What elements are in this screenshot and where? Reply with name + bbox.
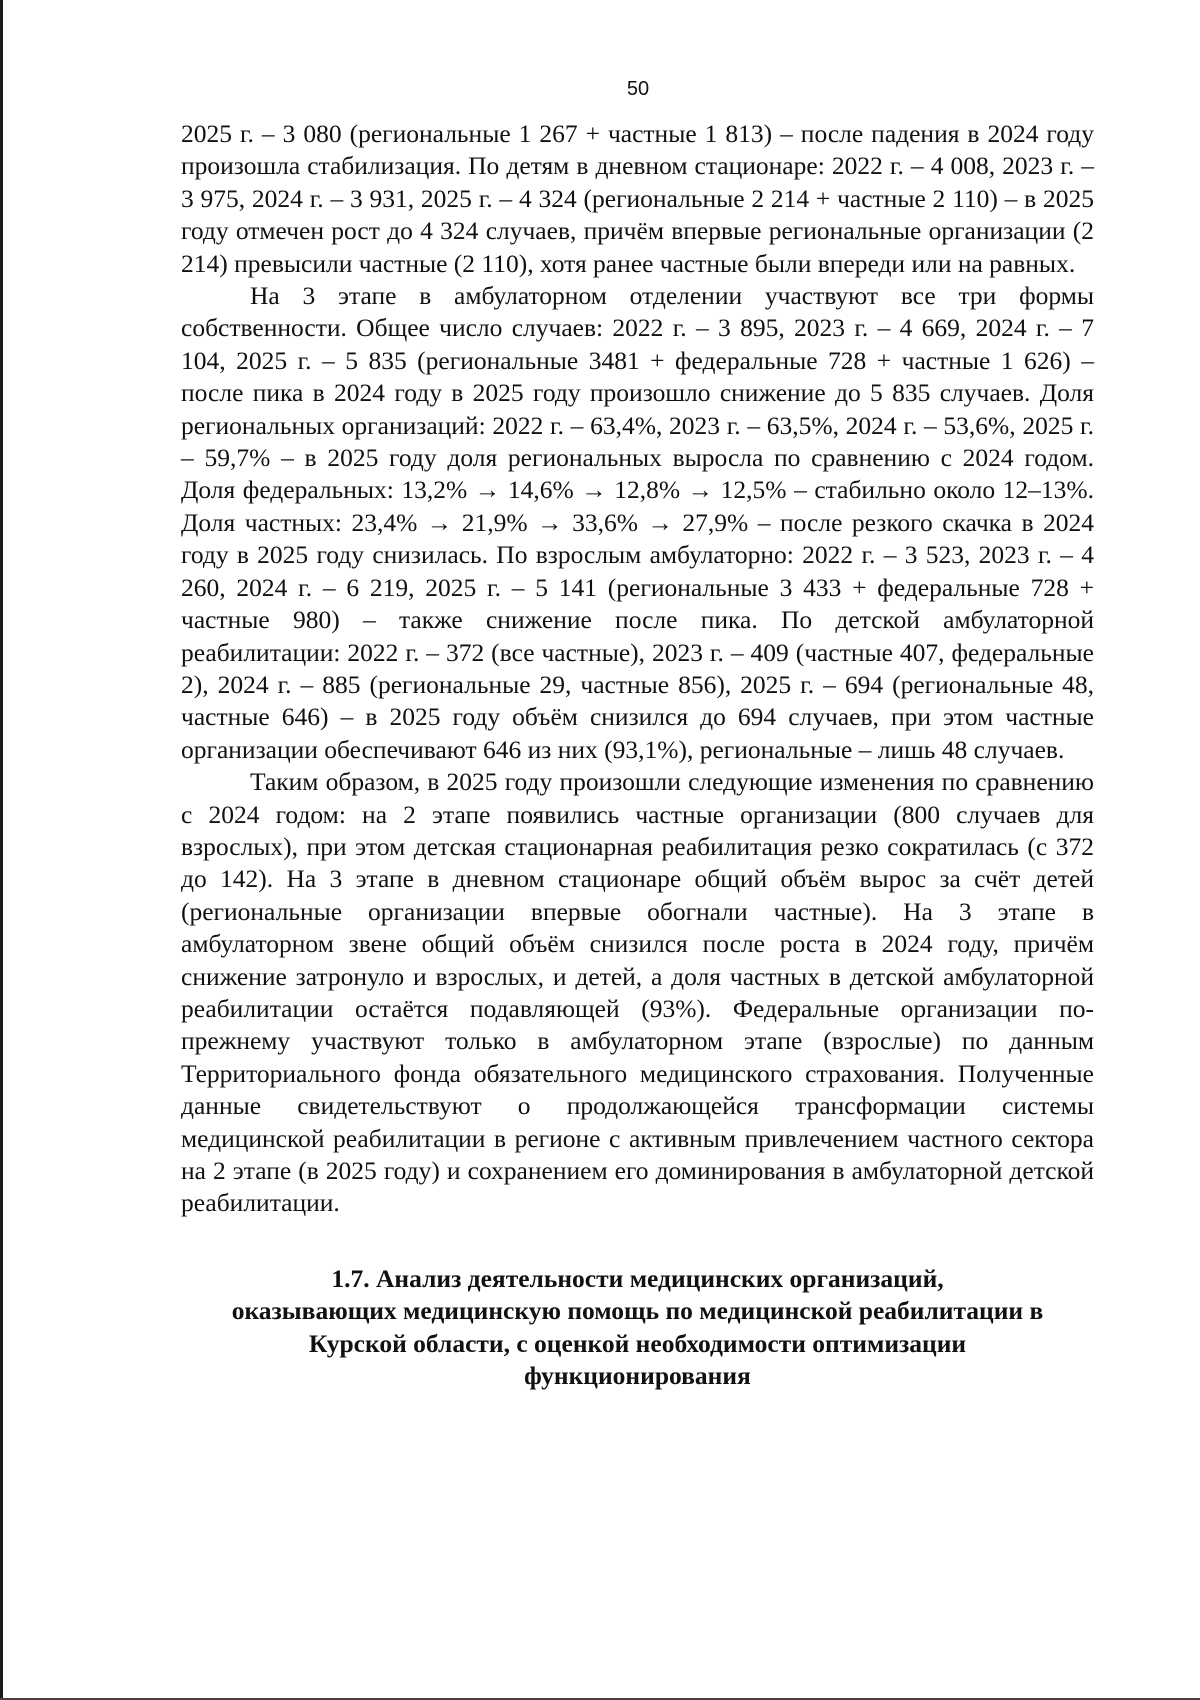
section-heading-line-2: оказывающих медицинскую помощь по медицинской реабилитации в (231, 1296, 1044, 1326)
page-number: 50 (626, 78, 650, 100)
section-heading-line-3: Курской области, с оценкой необходимости оптимизации (308, 1328, 967, 1358)
paragraph-summary-changes: Таким образом, в 2025 году произошли следующие изменения по сравнению с 2024 годом: на 2 этапе появились частные организации (800 случаев для взрослых), при этом детская стационарная реабилитация резко сократилась (с 372 до 142). На 3 этапе в дневном стационаре общий объём вырос за счёт детей (региональные организации впервые обогнали частные). На 3 этапе в амбулаторном звене общий объём снизился после роста в 2024 году, причём снижение затронуло и взрослых, и детей, а доля частных в детской амбулаторной реабилитации остаётся подавляющей (93%). Федеральные организации по-прежнему участвуют только в амбулаторном этапе (взрослые) по данным Территориального фонда обязательного медицинского страхования. Полученные данные свидетельствуют о продолжающейся трансформации системы медицинской реабилитации в регионе с активным привлечением частного сектора на 2 этапе (в 2025 году) и сохранением его доминирования в амбулаторной детской реабилитации. (181, 767, 1094, 1218)
paragraph-continuation: 2025 г. – 3 080 (региональные 1 267 + частные 1 813) – после падения в 2024 году произошла стабилизация. По детям в дневном стационаре: 2022 г. – 4 008, 2023 г. – 3 975, 2024 г. – 3 931, 2025 г. – 4 324 (региональные 2 214 + частные 2 110) – в 2025 году отмечен рост до 4 324 случаев, причём впервые региональные организации (2 214) превысили частные (2 110), хотя ранее частные были впереди или на равных. (181, 119, 1094, 278)
paragraph-ambulatory-stage-3: На 3 этапе в амбулаторном отделении участвуют все три формы собственности. Общее число случаев: 2022 г. – 3 895, 2023 г. – 4 669, 2024 г. – 7 104, 2025 г. – 5 835 (региональные 3481 + федеральные 728 + частные 1 626) – после пика в 2024 году в 2025 году произошло снижение до 5 835 случаев. Доля региональных организаций: 2022 г. – 63,4%, 2023 г. – 63,5%, 2024 г. – 53,6%, 2025 г. – 59,7% – в 2025 году доля региональных выросла по сравнению с 2024 годом. Доля федеральных: 13,2% → 14,6% → 12,8% → 12,5% – стабильно около 12–13%. Доля частных: 23,4% → 21,9% → 33,6% → 27,9% – после резкого скачка в 2024 году в 2025 году снизилась. По взрослым амбулаторно: 2022 г. – 3 523, 2023 г. – 4 260, 2024 г. – 6 219, 2025 г. – 5 141 (региональные 3 433 + федеральные 728 + частные 980) – также снижение после пика. По детской амбулаторной реабилитации: 2022 г. – 372 (все частные), 2023 г. – 409 (частные 407, федеральные 2), 2024 г. – 885 (региональные 29, частные 856), 2025 г. – 694 (региональные 48, частные 646) – в 2025 году объём снизился до 694 случаев, при этом частные организации обеспечивают 646 из них (93,1%), региональные – лишь 48 случаев. (181, 281, 1094, 764)
section-heading-line-4: функционирования (524, 1361, 751, 1391)
scan-border-left (0, 0, 3, 1700)
document-body (181, 118, 1094, 1392)
section-heading (181, 1263, 1094, 1393)
section-heading-line-1: 1.7. Анализ деятельности медицинских организаций, (331, 1263, 944, 1293)
